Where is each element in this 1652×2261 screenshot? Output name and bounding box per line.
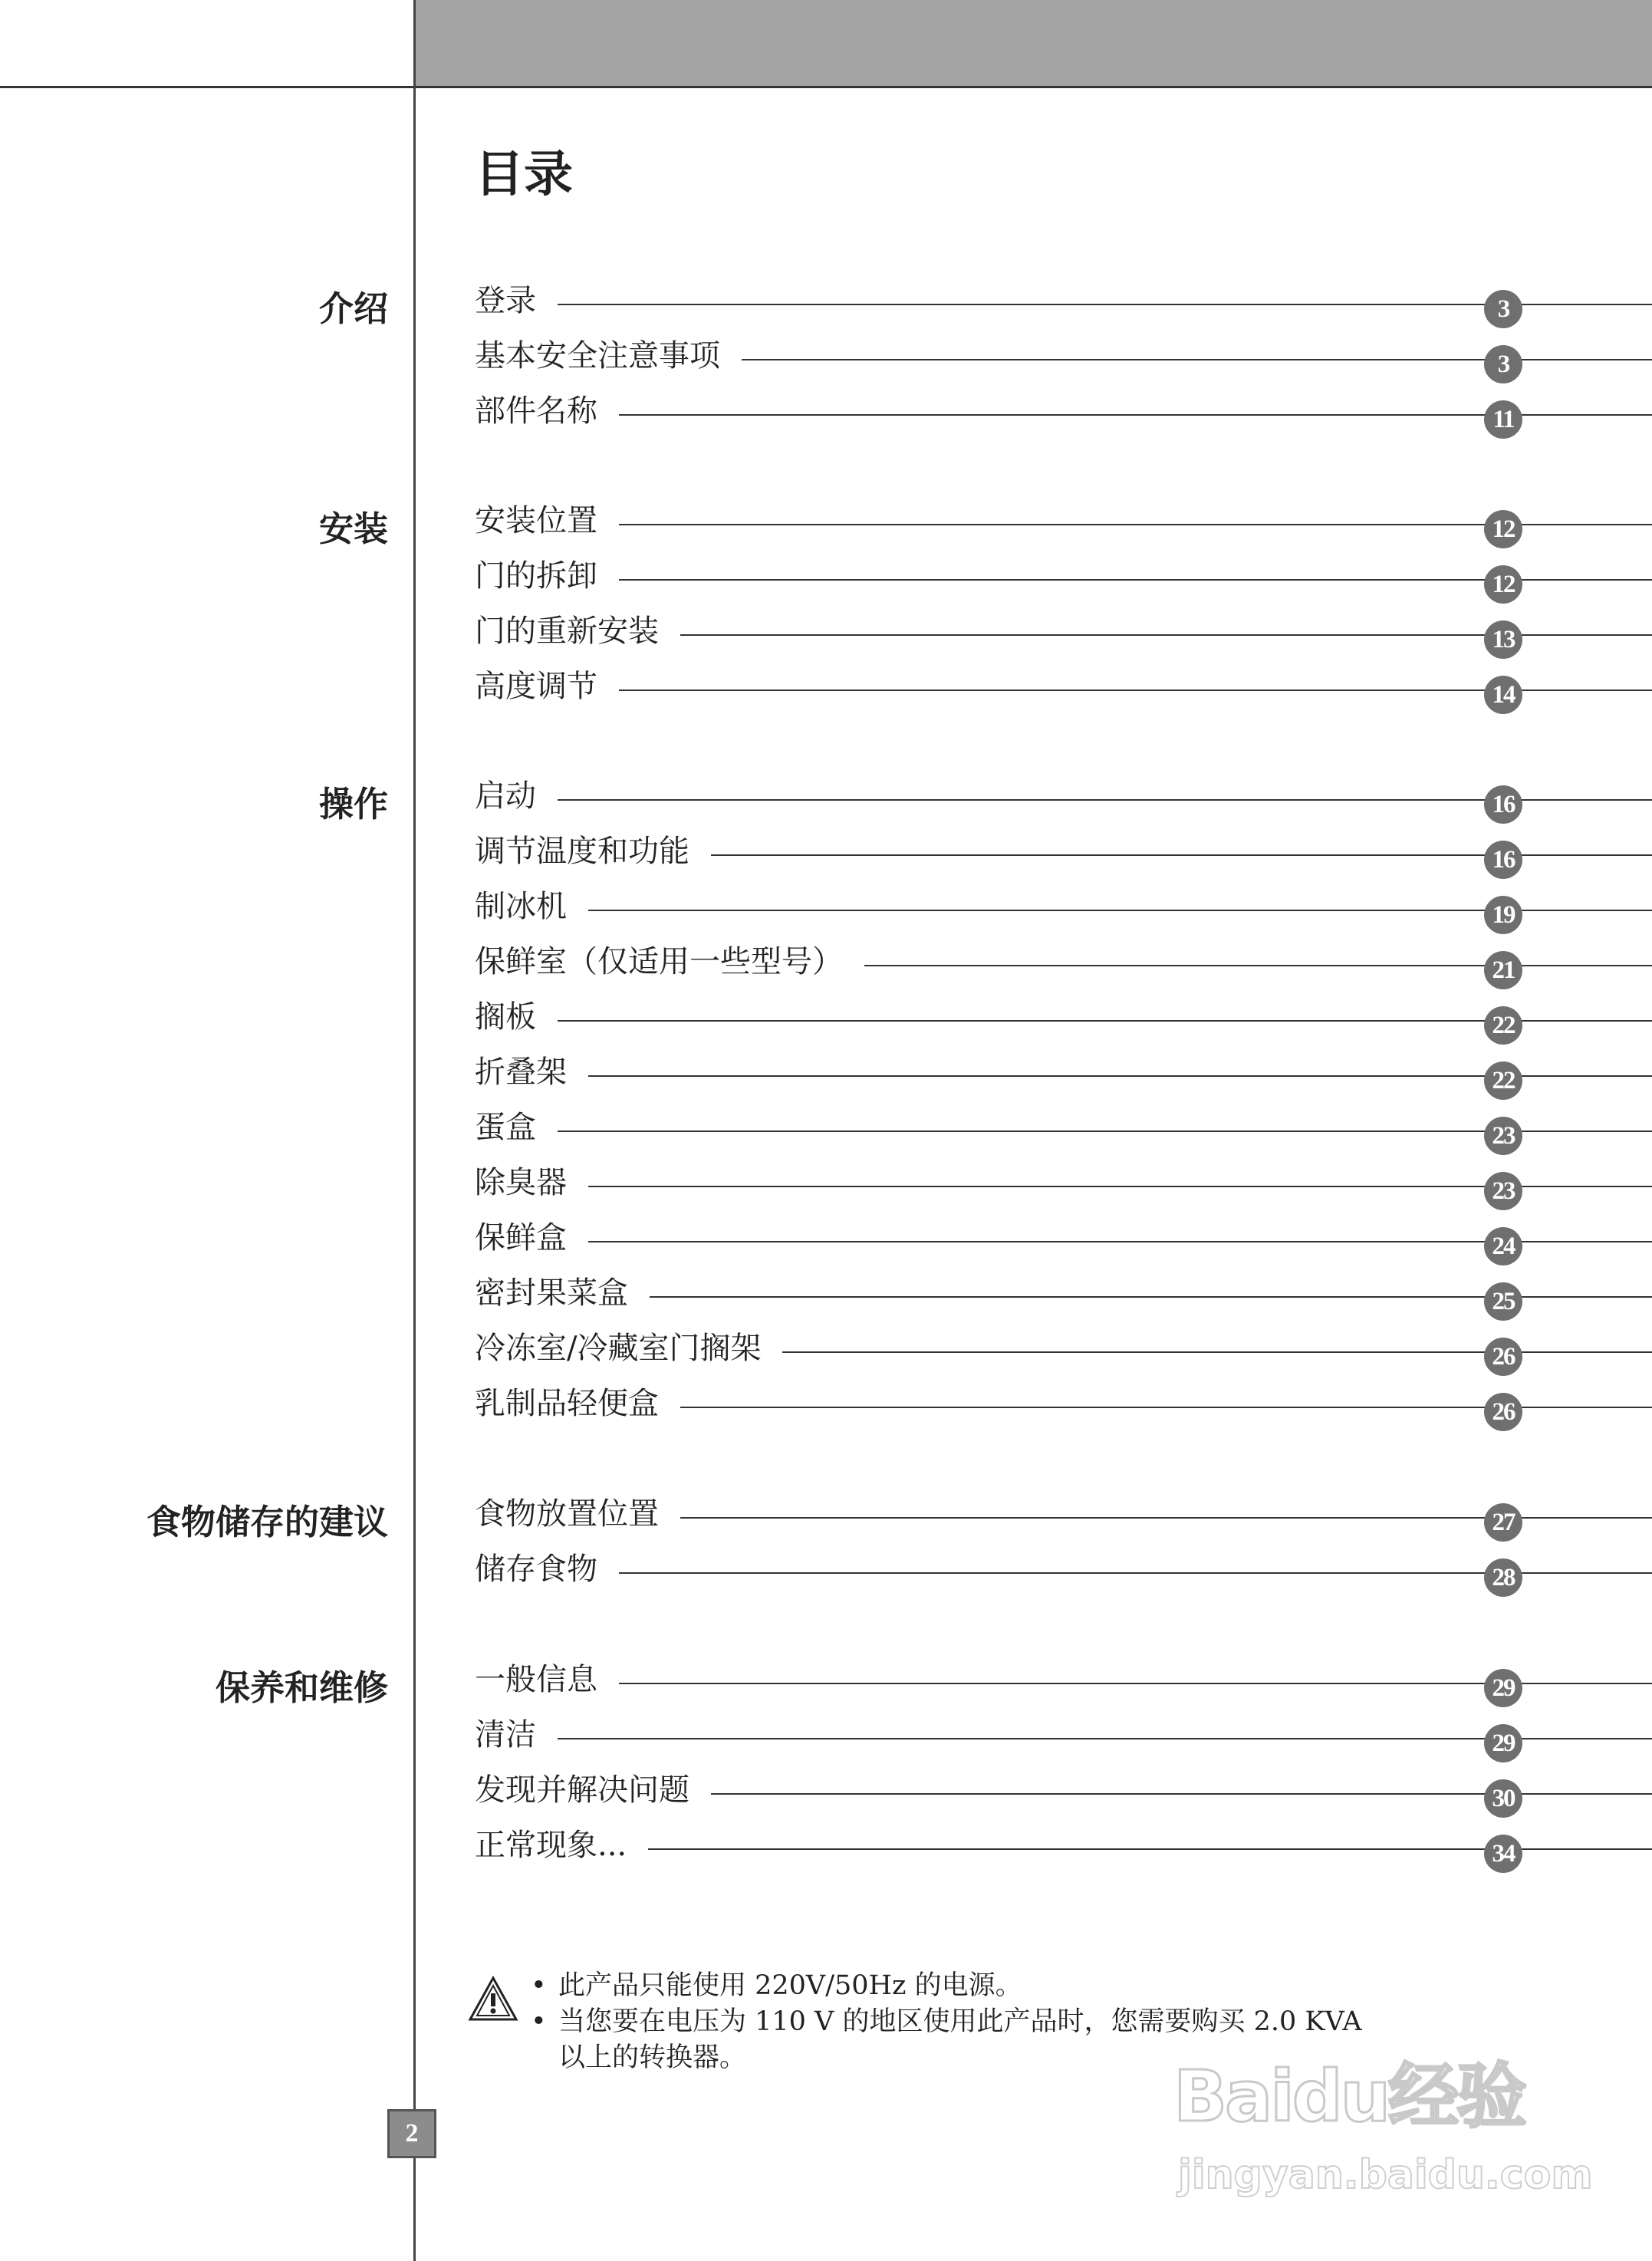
section-label-maintenance: 保养和维修 [215, 1667, 388, 1708]
toc-entry-label: 正常现象... [475, 1830, 648, 1861]
toc-entry-label: 折叠架 [475, 1057, 588, 1088]
bullet: • [531, 2006, 547, 2037]
leader-line [475, 524, 1652, 525]
toc-entry[interactable] [475, 1554, 1652, 1600]
header-band [415, 0, 1652, 87]
page-number-badge: 3 [1484, 290, 1522, 328]
page-number-badge: 26 [1484, 1393, 1522, 1431]
leader-line [475, 304, 1652, 305]
toc-entry[interactable] [475, 999, 1652, 1048]
page-number-badge: 16 [1484, 841, 1522, 879]
toc-entry-label: 门的重新安装 [475, 616, 680, 647]
watermark-url: jingyan.baidu.com [1178, 2152, 1593, 2198]
toc-entry-label: 密封果菜盒 [475, 1278, 650, 1308]
toc-entry-label: 部件名称 [475, 396, 619, 426]
page-number-badge: 12 [1484, 565, 1522, 604]
toc-entry[interactable] [475, 1112, 1652, 1158]
bullet: • [531, 1970, 547, 2001]
page-number-badge: 11 [1484, 400, 1522, 439]
toc-entry[interactable] [475, 1220, 1652, 1269]
toc-entry[interactable] [475, 1333, 1652, 1379]
vertical-rule [413, 0, 416, 2261]
toc-entry-label: 冷冻室/冷藏室门搁架 [475, 1333, 782, 1364]
toc-entry[interactable] [475, 778, 1652, 827]
page-number-badge: 29 [1484, 1724, 1522, 1762]
toc-entry[interactable] [475, 1717, 1652, 1766]
toc-entry[interactable] [475, 1496, 1652, 1545]
header-rule [0, 86, 1652, 88]
toc-entry-label: 门的拆卸 [475, 561, 619, 591]
toc-entry[interactable] [475, 393, 1652, 442]
leader-line [475, 579, 1652, 581]
page-number: 2 [387, 2109, 436, 2158]
toc-entry-label: 登录 [475, 285, 558, 316]
leader-line [475, 1738, 1652, 1739]
toc-entry[interactable] [475, 338, 1652, 387]
toc-entry[interactable] [475, 1057, 1652, 1103]
page-title: 目录 [475, 146, 573, 203]
leader-line [475, 1130, 1652, 1132]
toc-entry-label: 调节温度和功能 [475, 836, 711, 867]
toc-entry[interactable] [475, 1772, 1652, 1821]
toc-entry-label: 安装位置 [475, 505, 619, 536]
leader-line [475, 1241, 1652, 1242]
toc-entry[interactable] [475, 1830, 1652, 1876]
page-number-badge: 24 [1484, 1227, 1522, 1265]
toc-entry-label: 清洁 [475, 1720, 558, 1750]
toc-entry-label: 发现并解决问题 [475, 1775, 711, 1805]
toc-entry[interactable] [475, 946, 1652, 992]
section-label-intro: 介绍 [318, 288, 388, 329]
toc-entry[interactable] [475, 891, 1652, 937]
page-number-badge: 29 [1484, 1669, 1522, 1707]
toc-entry-label: 一般信息 [475, 1664, 619, 1695]
toc-entry-label: 搁板 [475, 1002, 558, 1032]
watermark [1173, 2055, 1593, 2207]
warning-triangle-icon [468, 1976, 518, 2022]
toc-entry-label: 除臭器 [475, 1167, 588, 1198]
page-number-badge: 22 [1484, 1006, 1522, 1045]
toc-entry-label: 制冰机 [475, 891, 588, 922]
section-label-install: 安装 [318, 508, 388, 549]
leader-line [475, 910, 1652, 911]
toc-entry-label: 基本安全注意事项 [475, 341, 742, 371]
page-number-badge: 28 [1484, 1558, 1522, 1597]
note-text: 此产品只能使用 220V/50Hz 的电源。 [558, 1970, 1022, 2001]
leader-line [475, 414, 1652, 416]
toc-entry-label: 储存食物 [475, 1554, 619, 1585]
toc-entry[interactable] [475, 285, 1652, 331]
leader-line [475, 689, 1652, 691]
toc-entry[interactable] [475, 558, 1652, 607]
toc-entry[interactable] [475, 1664, 1652, 1710]
toc-entry-label: 乳制品轻便盒 [475, 1388, 680, 1419]
toc-entry-label: 食物放置位置 [475, 1499, 680, 1529]
leader-line [475, 1572, 1652, 1574]
note-text: 当您要在电压为 110 V 的地区使用此产品时，您需要购买 2.0 KVA [558, 2006, 1362, 2037]
page-number-badge: 34 [1484, 1835, 1522, 1873]
page-number-badge: 19 [1484, 896, 1522, 934]
watermark-logo-text: Baidu经验 [1173, 2055, 1525, 2138]
toc-entry[interactable] [475, 1388, 1652, 1434]
toc-entry-label: 保鲜盒 [475, 1223, 588, 1253]
note-text: 以上的转换器。 [558, 2042, 747, 2073]
page-number-badge: 27 [1484, 1503, 1522, 1542]
toc-entry[interactable] [475, 836, 1652, 882]
page-number-badge: 23 [1484, 1117, 1522, 1155]
leader-line [475, 1186, 1652, 1187]
page-number-badge: 21 [1484, 951, 1522, 989]
page-number-badge: 14 [1484, 676, 1522, 714]
toc-entry-label: 高度调节 [475, 671, 619, 702]
toc-entry[interactable] [475, 505, 1652, 551]
leader-line [475, 1296, 1652, 1298]
page-number-badge: 3 [1484, 345, 1522, 383]
toc-entry[interactable] [475, 1275, 1652, 1324]
page-number-badge: 26 [1484, 1338, 1522, 1376]
page-number-badge: 25 [1484, 1282, 1522, 1321]
note-line [531, 1968, 1362, 2004]
note-line [531, 2004, 1362, 2040]
leader-line [475, 1020, 1652, 1022]
toc-entry[interactable] [475, 1167, 1652, 1213]
leader-line [475, 1075, 1652, 1077]
page-number-badge: 13 [1484, 620, 1522, 659]
leader-line [475, 1848, 1652, 1850]
leader-line [475, 1683, 1652, 1684]
toc-entry[interactable] [475, 616, 1652, 662]
toc-entry-label: 启动 [475, 781, 558, 811]
section-label-food-storage: 食物储存的建议 [146, 1502, 388, 1542]
page-number-badge: 22 [1484, 1061, 1522, 1100]
page-number-badge: 30 [1484, 1779, 1522, 1818]
toc-entry-label: 保鲜室（仅适用一些型号） [475, 946, 864, 977]
section-label-operation: 操作 [318, 784, 388, 824]
page-number-badge: 12 [1484, 510, 1522, 548]
page-number-badge: 16 [1484, 785, 1522, 824]
page-number-badge: 23 [1484, 1172, 1522, 1210]
leader-line [475, 799, 1652, 801]
toc-entry[interactable] [475, 671, 1652, 717]
toc-entry-label: 蛋盒 [475, 1112, 558, 1143]
